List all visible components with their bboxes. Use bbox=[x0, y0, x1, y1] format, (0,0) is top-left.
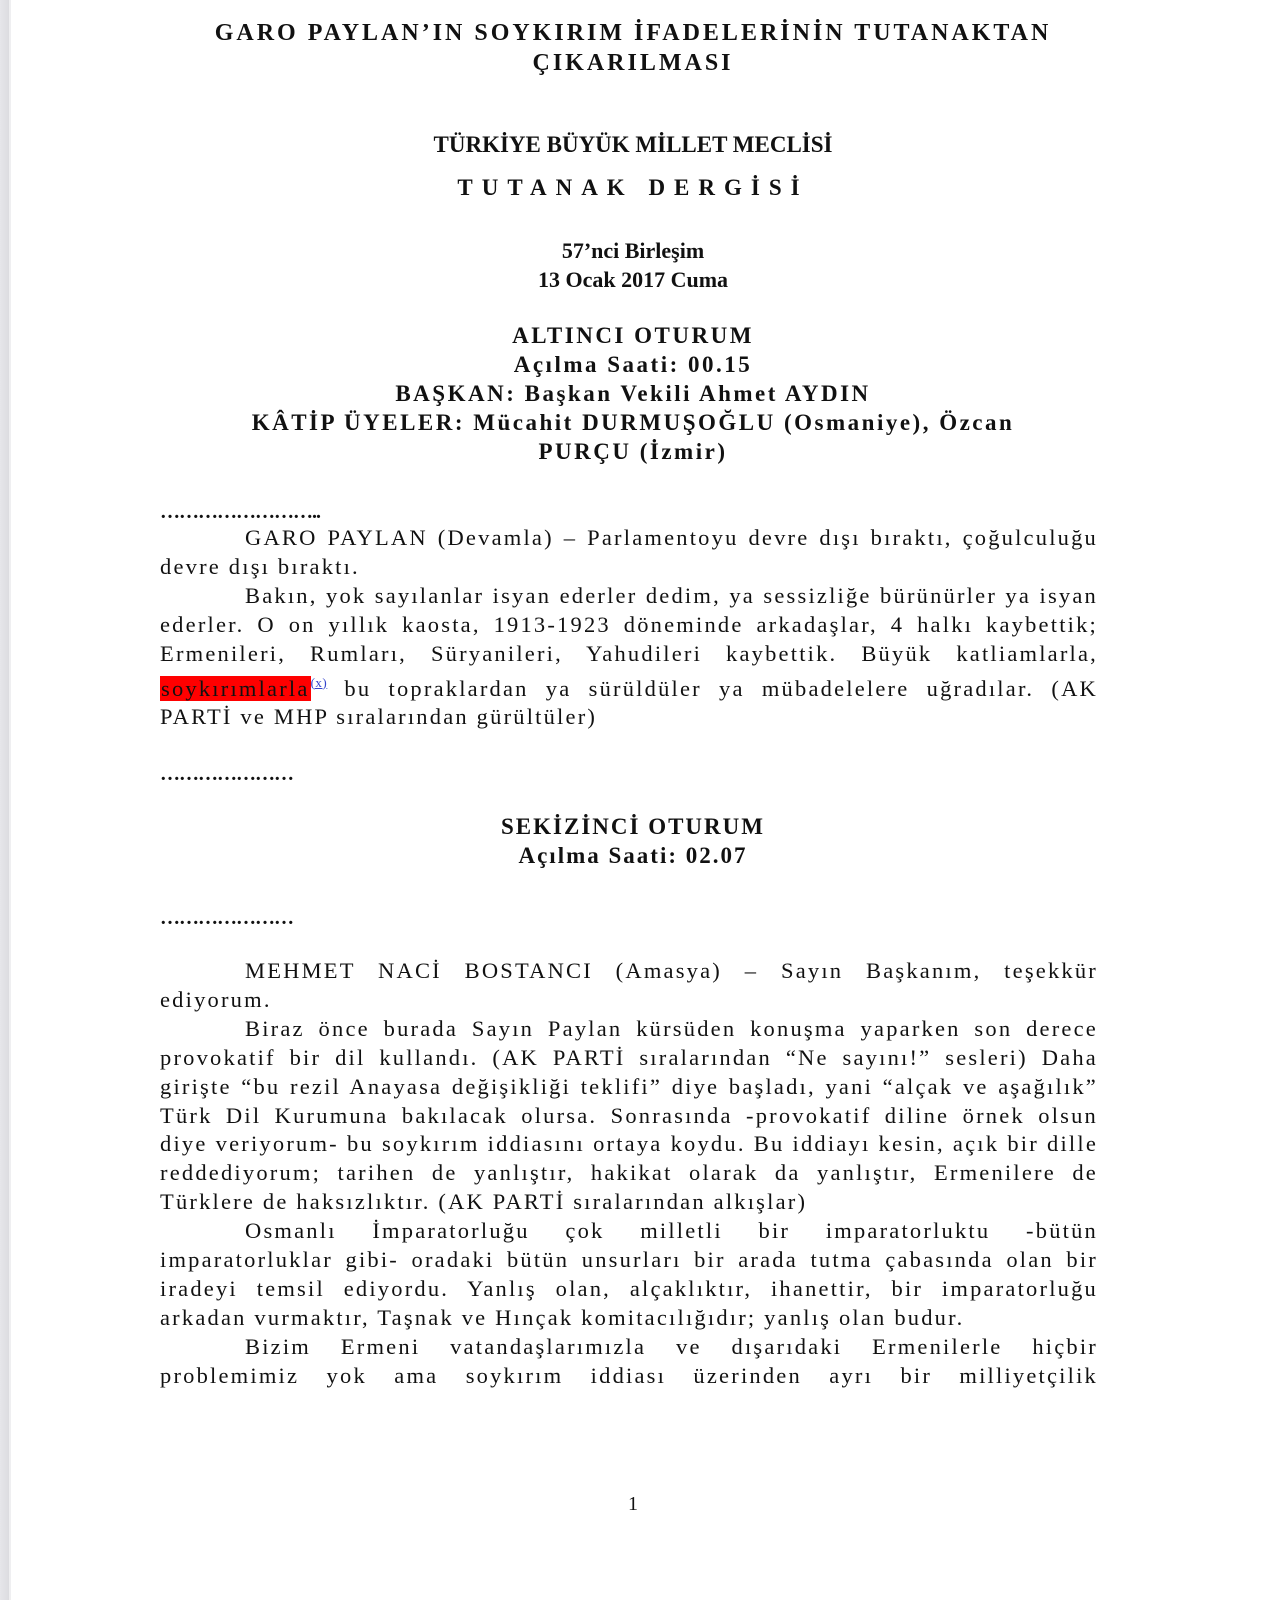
speech-paragraph: Biraz önce burada Sayın Paylan kürsüden konuşma yaparken son derece provokatif bir dil kullandı. (AK PARTİ sıralarından “Ne sayını!” sesleri) Daha girişte “bu rezil Anayasa değişikliği teklifi” diye başladı, yani “alçak ve aşağılık” Türk Dil Kurumuna bakılacak olursa. Sonrasında -provokatif diline örnek olsun diye veriyorum- bu soykırım iddiasını ortaya koydu. Bu iddiayı kesin, açık bir dille reddediyorum; tarihen de yanlıştır, hakikat olarak da yanlıştır, Ermenilere de Türklere de haksızlıktır. (AK PARTİ sıralarından alkışlar) bbox=[160, 1015, 1098, 1215]
speech-paragraph: MEHMET NACİ BOSTANCI (Amasya) – Sayın Başkanım, teşekkür ediyorum. bbox=[160, 958, 1098, 1012]
paragraph-text-before: Bakın, yok sayılanlar isyan ederler dedim, ya sessizliğe bürünürler ya isyan ederler. O on yıllık kaosta, 1913-1923 döneminde arkadaşlar, 4 halkı kaybettik; Ermenileri, Rumları, Süryanileri, Yahudileri kaybettik. Büyük katliamlarla, bbox=[160, 582, 1098, 666]
sitting-6-clerks-line-1: KÂTİP ÜYELER: Mücahit DURMUŞOĞLU (Osmaniye), Özcan bbox=[251, 410, 1015, 435]
speech-paragraph: Bizim Ermeni vatandaşlarımızla ve dışarıdaki Ermenilerle hiçbir problemimiz yok ama soykırım iddiası üzerinden ayrı bir milliyetçilik bbox=[160, 1333, 1098, 1388]
session-info bbox=[0, 236, 1266, 294]
document-title-line-1: GARO PAYLAN’IN SOYKIRIM İFADELERİNİN TUTANAKTAN bbox=[214, 20, 1052, 46]
page-number: 1 bbox=[628, 1493, 638, 1515]
footnote-link[interactable]: (x) bbox=[310, 674, 328, 690]
highlighted-word: soykırımlarla bbox=[161, 675, 310, 701]
sitting-6-name: ALTINCI OTURUM bbox=[512, 323, 754, 348]
document-title-line-2: ÇIKARILMASI bbox=[532, 50, 734, 76]
sitting-6-chair: BAŞKAN: Başkan Vekili Ahmet AYDIN bbox=[395, 381, 871, 406]
ellipsis-separator: ………………… bbox=[160, 907, 293, 929]
sitting-6-clerks-line-2: PURÇU (İzmir) bbox=[538, 439, 728, 464]
ellipsis-separator: …………………….. bbox=[160, 501, 320, 523]
sitting-8-speech bbox=[160, 957, 1098, 1391]
sitting-8-name: SEKİZİNCİ OTURUM bbox=[501, 814, 765, 839]
sitting-6-speech bbox=[160, 524, 1098, 732]
session-date: 13 Ocak 2017 Cuma bbox=[537, 267, 729, 292]
session-number: 57’nci Birleşim bbox=[561, 238, 705, 263]
speech-paragraph: GARO PAYLAN (Devamla) – Parlamentoyu devre dışı bıraktı, çoğulculuğu devre dışı bıraktı. bbox=[160, 525, 1098, 579]
speech-paragraph: Osmanlı İmparatorluğu çok milletli bir imparatorluktu -bütün imparatorluklar gibi- oradaki bütün unsurları bir arada tutma çabasında olan bir iradeyi temsil ediyordu. Yanlış olan, alçaklıktır, ihanettir, bir imparatorluğu arkadan vurmaktır, Taşnak ve Hınçak komitacılığıdır; yanlış olan budur. bbox=[160, 1218, 1098, 1330]
publication-heading: TUTANAK DERGİSİ bbox=[457, 175, 809, 200]
sitting-8-header bbox=[0, 812, 1266, 870]
paragraph-text-after: bu topraklardan ya sürüldüler ya mübadelelere uğradılar. (AK PARTİ ve MHP sıralarından gürültüler) bbox=[160, 675, 1098, 730]
ellipsis-separator: ………………… bbox=[160, 763, 293, 785]
sitting-8-opening-time: Açılma Saati: 02.07 bbox=[518, 843, 748, 868]
institution-heading: TÜRKİYE BÜYÜK MİLLET MECLİSİ bbox=[433, 132, 833, 157]
speech-paragraph-highlighted bbox=[160, 582, 1098, 733]
sitting-6-header bbox=[0, 321, 1266, 466]
document-title bbox=[0, 18, 1266, 78]
sitting-6-opening-time: Açılma Saati: 00.15 bbox=[513, 352, 753, 377]
